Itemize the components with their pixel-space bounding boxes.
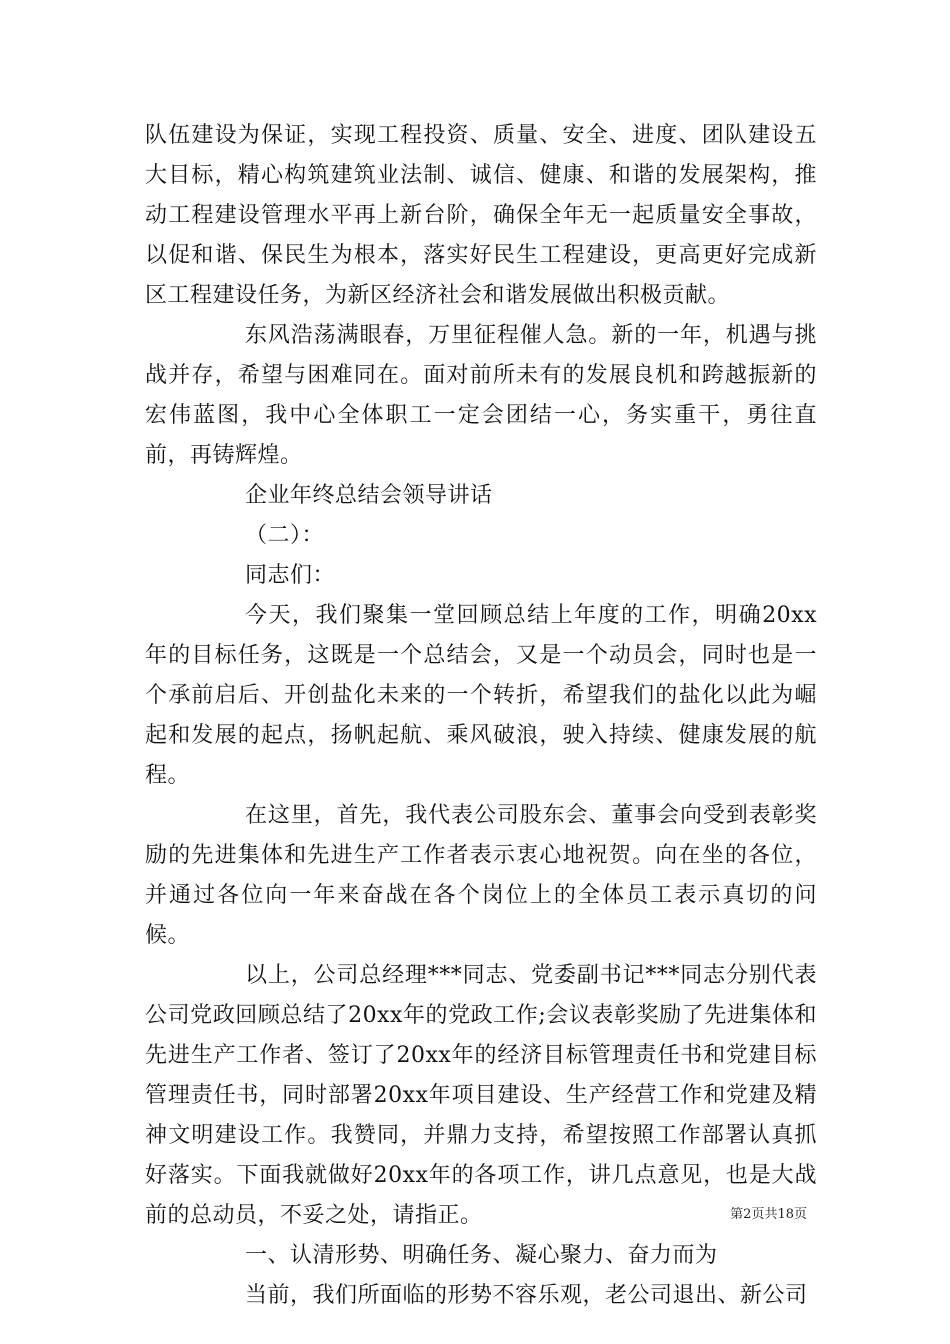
paragraph-2: 东风浩荡满眼春，万里征程催人急。新的一年，机遇与挑战并存，希望与困难同在。面对前所未有的发展良机和跨越振新的宏伟蓝图，我中心全体职工一定会团结一心，务实重干，勇往直前，再铸辉煌。 xyxy=(145,323,817,468)
paragraph-4: 在这里，首先，我代表公司股东会、董事会向受到表彰奖励的先进集体和先进生产工作者表示衷心地祝贺。向在坐的各位，并通过各位向一年来奋战在各个岗位上的全体员工表示真切的问候。 xyxy=(145,803,817,948)
paragraph-6: 当前，我们所面临的形势不容乐观，老公司退出、新公司 xyxy=(245,1283,808,1308)
document-body xyxy=(145,116,817,1316)
paragraph-1: 队伍建设为保证，实现工程投资、质量、安全、进度、团队建设五大目标，精心构筑建筑业法制、诚信、健康、和谐的发展架构，推动工程建设管理水平再上新台阶，确保全年无一起质量安全事故，以促和谐、保民生为根本，落实好民生工程建设，更高更好完成新区工程建设任务，为新区经济社会和谐发展做出积极贡献。 xyxy=(145,123,817,308)
salutation: 同志们： xyxy=(245,563,336,588)
heading-one: 一、认清形势、明确任务、凝心聚力、奋力而为 xyxy=(245,1243,718,1268)
page-number: 第2页共18页 xyxy=(730,1207,807,1222)
paragraph-3: 今天，我们聚集一堂回顾总结上年度的工作，明确20xx年的目标任务，这既是一个总结会，又是一个动员会，同时也是一个承前启后、开创盐化未来的一个转折，希望我们的盐化以此为崛起和发展的起点，扬帆起航、乘风破浪，驶入持续、健康发展的航程。 xyxy=(145,603,817,788)
section-number: （二）： xyxy=(245,523,325,548)
paragraph-5: 以上，公司总经理***同志、党委副书记***同志分别代表公司党政回顾总结了20xx年的党政工作;会议表彰奖励了先进集体和先进生产工作者、签订了20xx年的经济目标管理责任书和党建目标管理责任书，同时部署20xx年项目建设、生产经营工作和党建及精神文明建设工作。我赞同，并鼎力支持，希望按照工作部署认真抓好落实。下面我就做好20xx年的各项工作，讲几点意见，也是大战前的总动员，不妥之处，请指正。 xyxy=(145,963,817,1228)
section-title: 企业年终总结会领导讲话 xyxy=(245,483,493,508)
